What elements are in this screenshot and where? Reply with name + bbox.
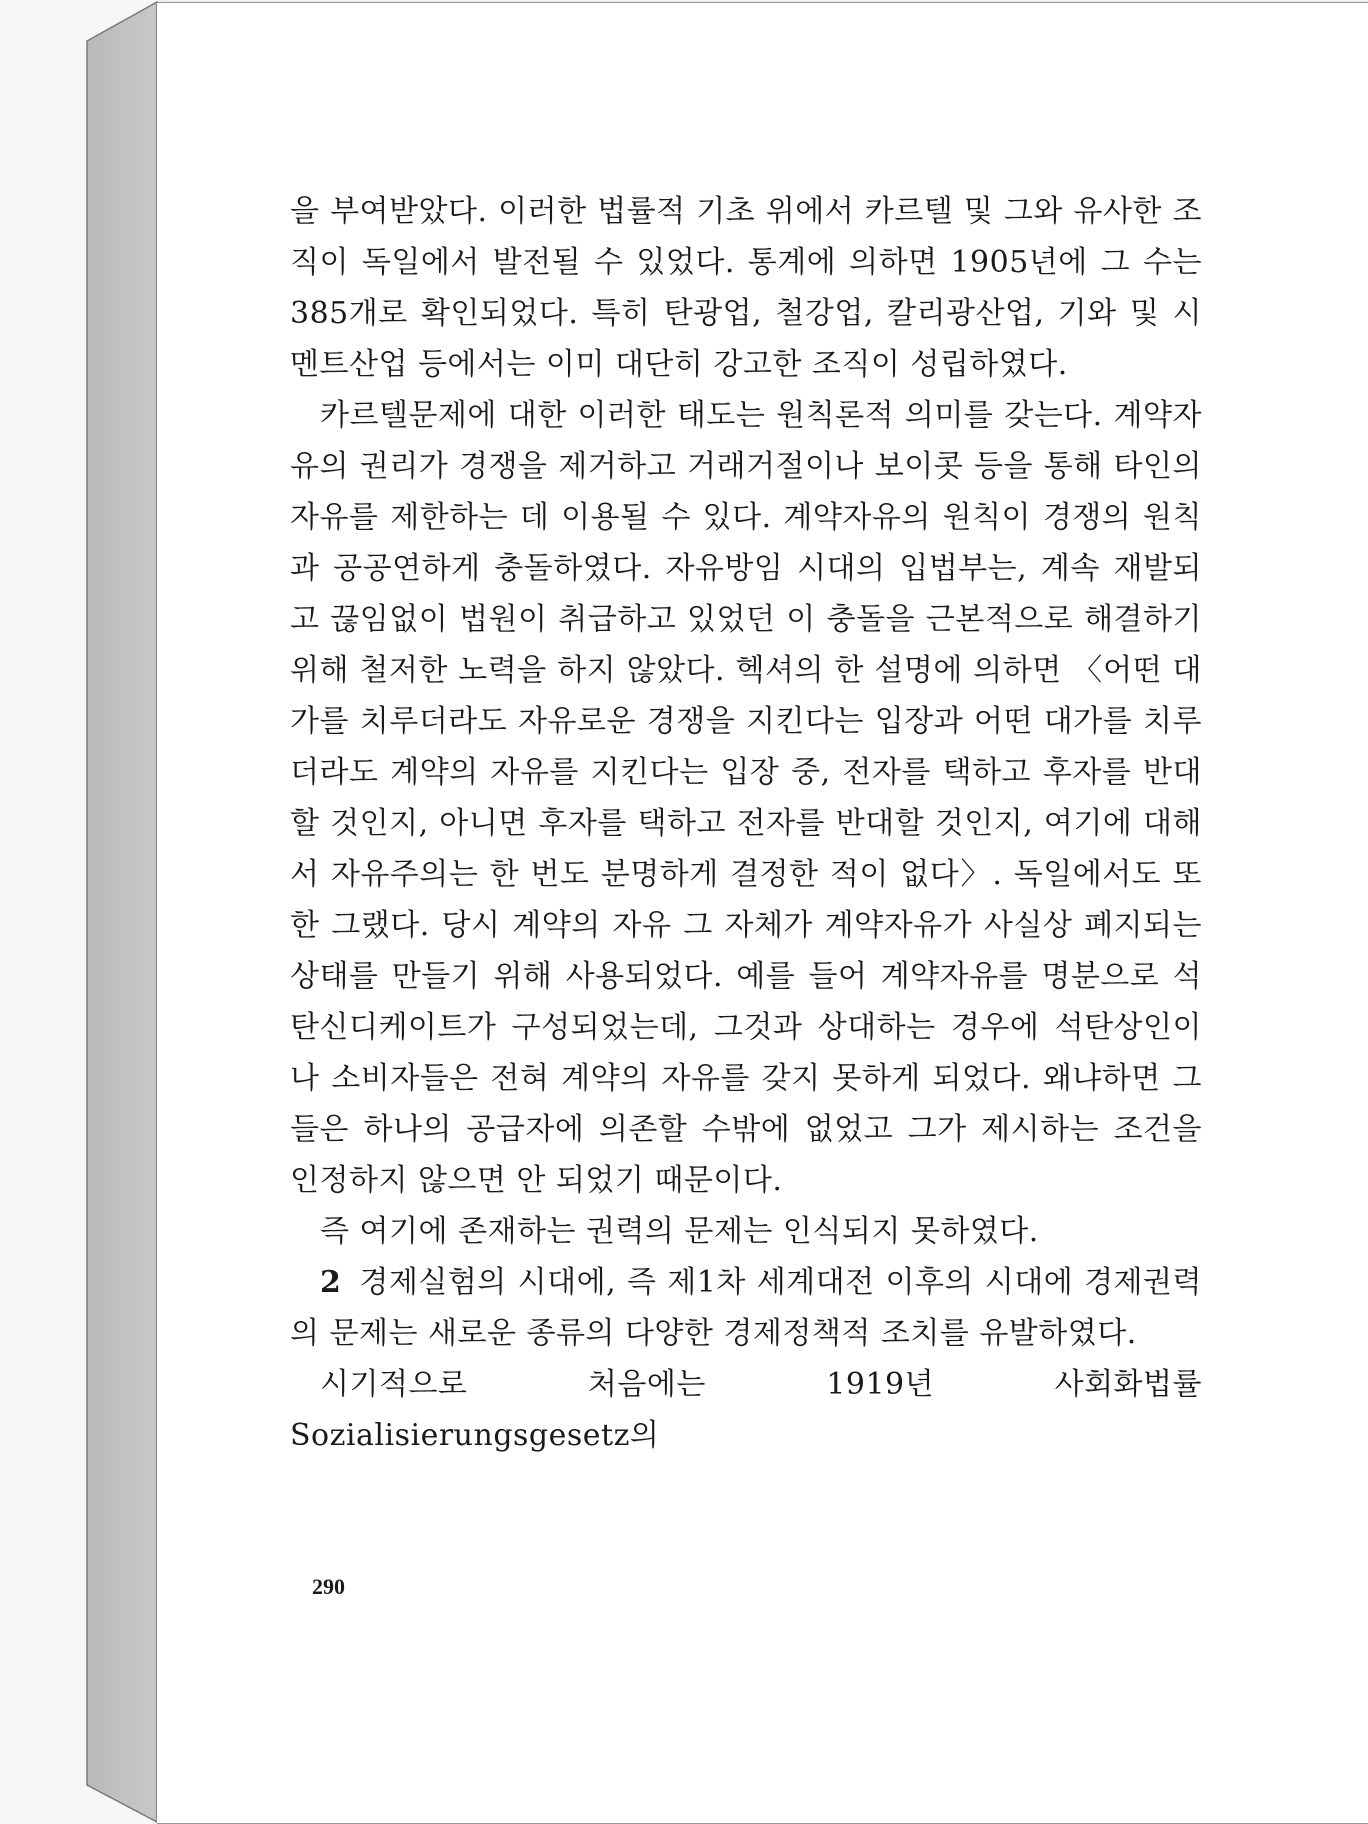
paragraph: 시기적으로 처음에는 1919년 사회화법률 Sozialisierungsgesetz의 xyxy=(290,1367,1202,1453)
body-text xyxy=(290,186,1202,1461)
paragraph: 을 부여받았다. 이러한 법률적 기초 위에서 카르텔 및 그와 유사한 조직이 독일에서 발전될 수 있었다. 통계에 의하면 1905년에 그 수는 385개로 확인되었다. 특히 탄광업, 철강업, 칼리광산업, 기와 및 시멘트산업 등에서는 이미 대단히 강고한 조직이 성립하였다. xyxy=(290,194,1202,382)
paragraph: 즉 여기에 존재하는 권력의 문제는 인식되지 못하였다. xyxy=(320,1214,1039,1249)
paragraph: 카르텔문제에 대한 이러한 태도는 원칙론적 의미를 갖는다. 계약자유의 권리가 경쟁을 제거하고 거래거절이나 보이콧 등을 통해 타인의 자유를 제한하는 데 이용될 수 있다. 계약자유의 원칙이 경쟁의 원칙과 공공연하게 충돌하였다. 자유방임 시대의 입법부는, 계속 재발되고 끊임없이 법원이 취급하고 있었던 이 충돌을 근본적으로 해결하기 위해 철저한 노력을 하지 않았다. 헥셔의 한 설명에 의하면 〈어떤 대가를 치루더라도 자유로운 경쟁을 지킨다는 입장과 어떤 대가를 치루더라도 계약의 자유를 지킨다는 입장 중, 전자를 택하고 후자를 반대할 것인지, 아니면 후자를 택하고 전자를 반대할 것인지, 여기에 대해서 자유주의는 한 번도 분명하게 결정한 적이 없다〉. 독일에서도 또한 그랬다. 당시 계약의 자유 그 자체가 계약자유가 사실상 폐지되는 상태를 만들기 위해 사용되었다. 예를 들어 계약자유를 명분으로 석탄신디케이트가 구성되었는데, 그것과 상대하는 경우에 석탄상인이나 소비자들은 전혀 계약의 자유를 갖지 못하게 되었다. 왜냐하면 그들은 하나의 공급자에 의존할 수밖에 없었고 그가 제시하는 조건을 인정하지 않으면 안 되었기 때문이다. xyxy=(290,398,1202,1198)
section-number: 2 xyxy=(320,1265,342,1300)
paragraph-text: 경제실험의 시대에, 즉 제1차 세계대전 이후의 시대에 경제권력의 문제는 새로운 종류의 다양한 경제정책적 조치를 유발하였다. xyxy=(290,1265,1202,1351)
page-number: 290 xyxy=(312,1574,345,1599)
section-paragraph xyxy=(290,1257,1202,1359)
